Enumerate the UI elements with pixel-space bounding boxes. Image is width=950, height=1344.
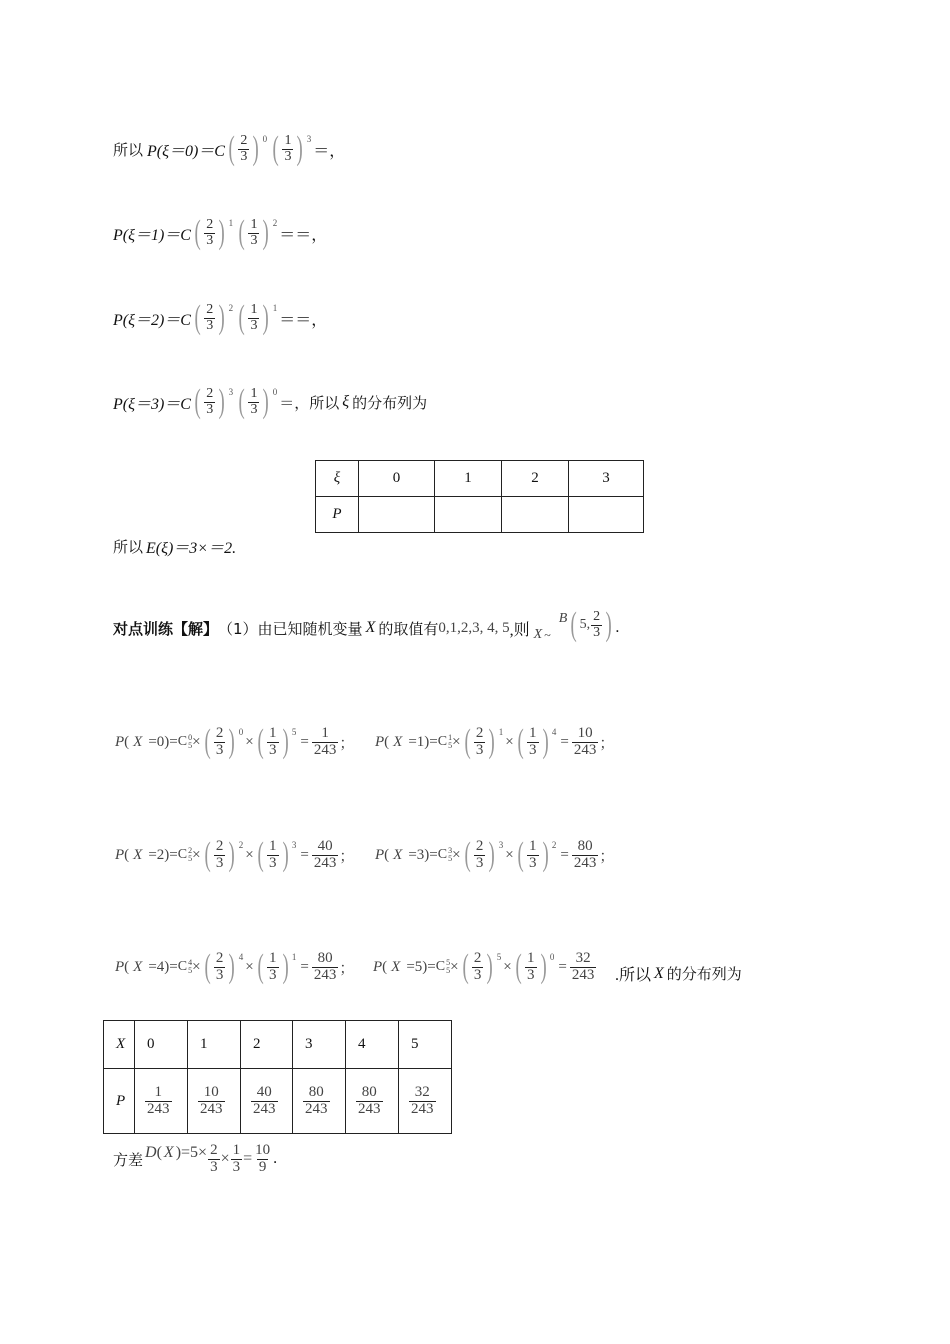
prob-line-xi-1: P(ξ＝1)＝C ( $\frac{2}{3}$ ) 1 ( $\frac{1}{3}$ ) 2 ＝＝，	[113, 214, 328, 251]
variance-line: 方差 D ( X )=5× $\frac{2}{3}$ × $\frac{1}{3}$ = $\frac{10}{9}$ .	[113, 1142, 278, 1175]
prob-line-x-2: P ( X =2)= C 2 5 × ( $\frac{2}{3}$ ) 2 × ( $\frac{1}{3}$ ) 3 = $\frac{40}{243}$ ；	[115, 836, 355, 873]
prob-line-x-5: P ( X =5)= C 5 5 × ( $\frac{2}{3}$ ) 5 × ( $\frac{1}{3}$ ) 0 = $\frac{32}{243}$	[373, 948, 595, 985]
expectation-line: 所以 E(ξ)＝3×＝2.	[113, 538, 237, 557]
prob-line-x-0: P ( X =0)= C 0 5 × ( $\frac{2}{3}$ ) 0 × ( $\frac{1}{3}$ ) 5 = $\frac{1}{243}$ ；	[115, 723, 355, 760]
xi-distribution-table	[315, 460, 644, 533]
x-distribution-table	[103, 1020, 452, 1134]
final-sentence: .所以 X 的分布列为	[615, 964, 742, 984]
prob-line-xi-0: 所以 P(ξ＝0)＝C ( $\frac{2}{3}$ ) 0 ( $\frac{1}{3}$ ) 3 ＝，	[113, 130, 346, 167]
prob-line-x-4: P ( X =4)= C 4 5 × ( $\frac{2}{3}$ ) 4 × ( $\frac{1}{3}$ ) 1 = $\frac{80}{243}$ ；	[115, 948, 355, 985]
prob-line-x-1: P ( X =1)= C 1 5 × ( $\frac{2}{3}$ ) 1 × ( $\frac{1}{3}$ ) 4 = $\frac{10}{243}$ ；	[375, 723, 615, 760]
intro-line: 对点训练【解】 （1）由已知随机变量 X 的取值有 0,1,2,3, 4, 5 ,则 X ~ B ( 5, $\frac{2}{3}$ ) .	[113, 606, 620, 643]
prob-line-xi-3: P(ξ＝3)＝C ( $\frac{2}{3}$ ) 3 ( $\frac{1}{3}$ ) 0 ＝，所以 ξ 的分布列为	[113, 383, 428, 420]
prob-line-xi-2: P(ξ＝2)＝C ( $\frac{2}{3}$ ) 2 ( $\frac{1}{3}$ ) 1 ＝＝，	[113, 299, 328, 336]
table-row: P	[316, 497, 644, 533]
table-row: X 0 1 2 3 4 5	[104, 1021, 452, 1069]
table-row: P $\frac{1}{243}$ $\frac{10}{243}$ $\frac{40}{243}$ $\frac{80}{243}$ $\frac{80}{243}$ $\frac{32}{243}$	[104, 1069, 452, 1134]
table-row: ξ 0 1 2 3	[316, 461, 644, 497]
prob-line-x-3: P ( X =3)= C 3 5 × ( $\frac{2}{3}$ ) 3 × ( $\frac{1}{3}$ ) 2 = $\frac{80}{243}$ ；	[375, 836, 615, 873]
